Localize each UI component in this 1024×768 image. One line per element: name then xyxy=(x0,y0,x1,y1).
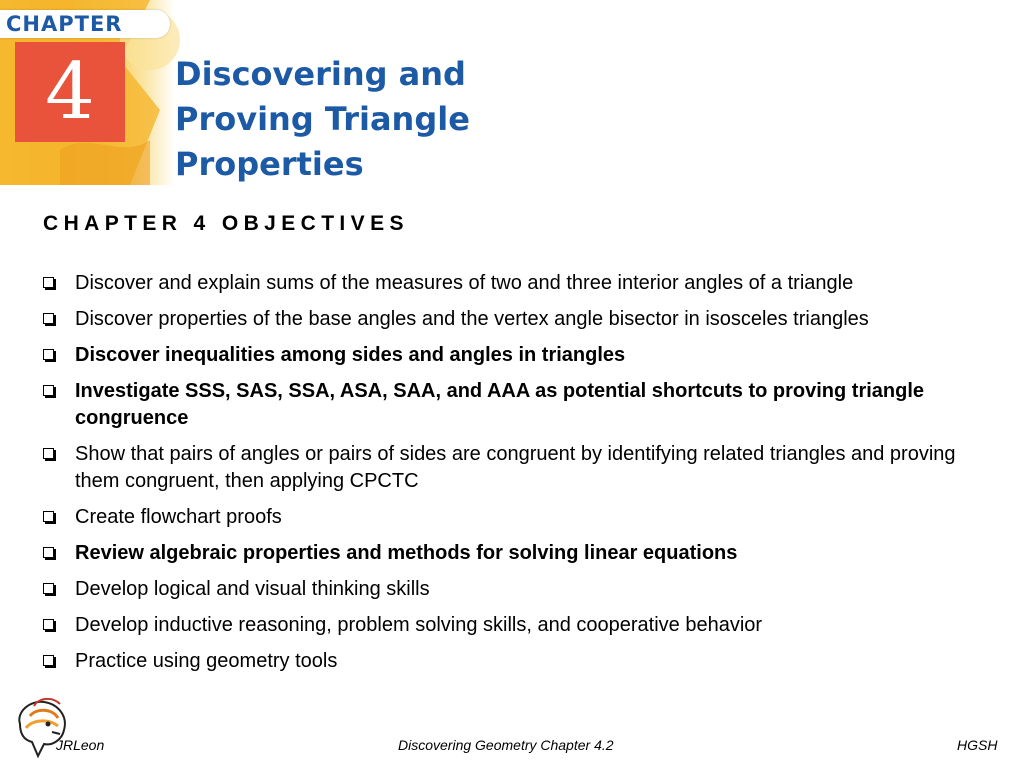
objective-text: Create flowchart proofs xyxy=(75,506,282,528)
chapter-number: 4 xyxy=(45,47,95,137)
checkbox-bullet-icon xyxy=(43,313,54,324)
objective-text: Discover and explain sums of the measures of two and three interior angles of a triangle xyxy=(75,272,854,294)
objective-item xyxy=(43,612,993,639)
chapter-banner xyxy=(0,0,528,185)
objective-item xyxy=(43,270,993,297)
objective-item xyxy=(43,306,993,333)
objective-text: Investigate SSS, SAS, SSA, ASA, SAA, and AAA as potential shortcuts to proving triangle congruence xyxy=(75,380,925,429)
objectives-heading: CHAPTER 4 OBJECTIVES xyxy=(43,212,409,235)
checkbox-bullet-icon xyxy=(43,448,54,459)
checkbox-bullet-icon xyxy=(43,547,54,558)
objective-item xyxy=(43,342,993,369)
objectives-list xyxy=(43,270,993,684)
objective-item xyxy=(43,504,993,531)
checkbox-bullet-icon xyxy=(43,583,54,594)
chapter-title-line-3: Properties xyxy=(175,145,364,183)
chapter-title-line-1: Discovering and xyxy=(175,55,466,93)
chapter-title-line-2: Proving Triangle xyxy=(175,100,470,138)
checkbox-bullet-icon xyxy=(43,385,54,396)
objective-text: Discover inequalities among sides and angles in triangles xyxy=(75,344,626,366)
footer-title: Discovering Geometry Chapter 4.2 xyxy=(398,737,614,753)
objective-text: Review algebraic properties and methods for solving linear equations xyxy=(75,542,738,564)
checkbox-bullet-icon xyxy=(43,349,54,360)
objective-item xyxy=(43,441,993,495)
chapter-title xyxy=(175,52,525,185)
objective-text: Practice using geometry tools xyxy=(75,650,338,672)
chapter-tab xyxy=(0,10,170,38)
objective-item xyxy=(43,576,993,603)
objective-text: Show that pairs of angles or pairs of sides are congruent by identifying related triangles and proving them congruent, then applying CPCTC xyxy=(75,443,956,492)
chapter-number-box xyxy=(15,42,125,142)
checkbox-bullet-icon xyxy=(43,277,54,288)
checkbox-bullet-icon xyxy=(43,655,54,666)
objective-item xyxy=(43,648,993,675)
footer-author: JRLeon xyxy=(56,737,105,753)
objective-text: Develop inductive reasoning, problem solving skills, and cooperative behavior xyxy=(75,614,763,636)
objective-item xyxy=(43,540,993,567)
chapter-label: CHAPTER xyxy=(6,12,123,36)
objective-text: Develop logical and visual thinking skills xyxy=(75,578,430,600)
objective-text: Discover properties of the base angles and the vertex angle bisector in isosceles triangles xyxy=(75,308,869,330)
objective-item xyxy=(43,378,993,432)
footer-school: HGSH xyxy=(957,737,998,753)
checkbox-bullet-icon xyxy=(43,511,54,522)
checkbox-bullet-icon xyxy=(43,619,54,630)
